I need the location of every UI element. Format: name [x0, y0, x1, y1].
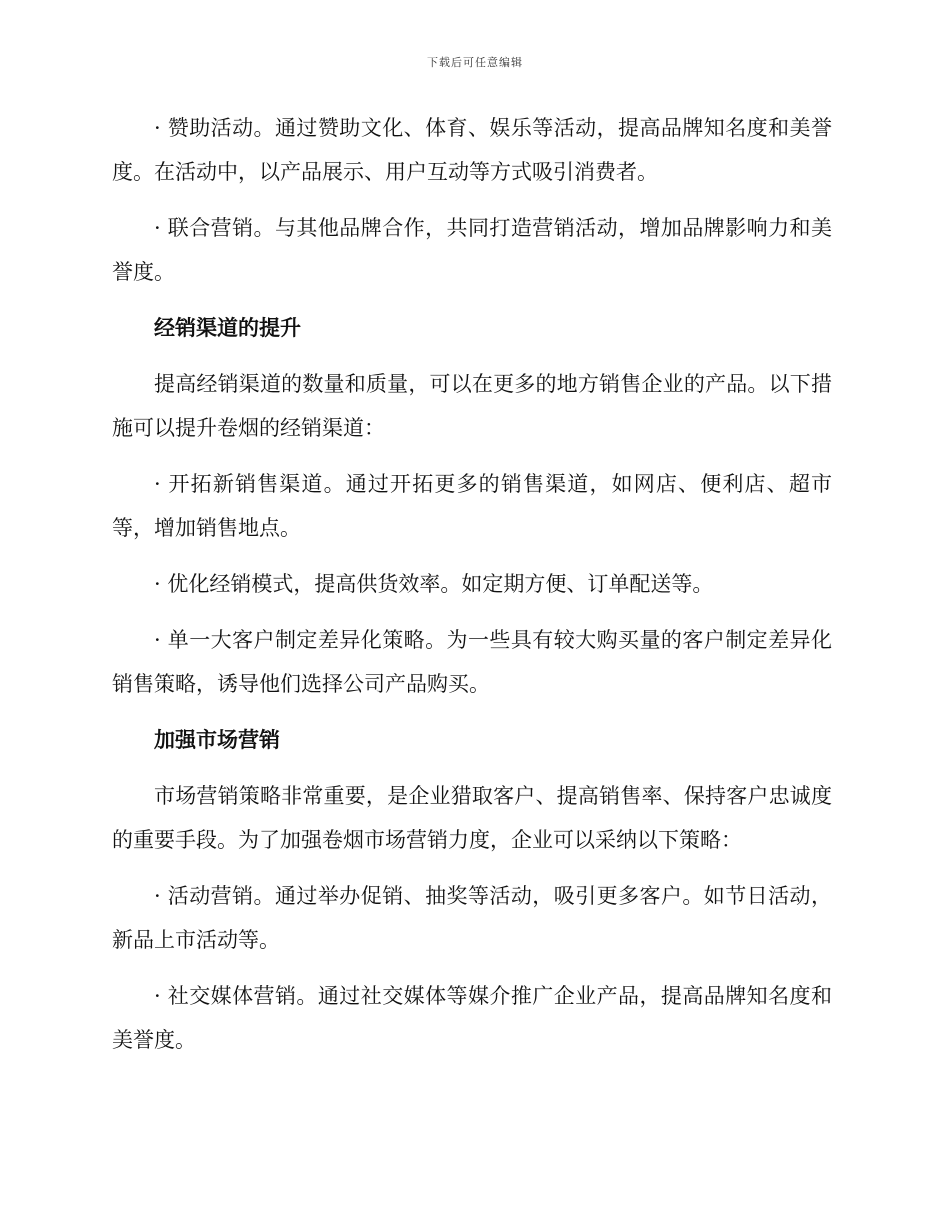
paragraph-optimize-model: · 优化经销模式，提高供货效率。如定期方便、订单配送等。 — [154, 572, 714, 596]
paragraph-sponsorship: · 赞助活动。通过赞助文化、体育、娱乐等活动，提高品牌知名度和美誉度。在活动中，以产品展示、用户互动等方式吸引消费者。 — [112, 116, 832, 184]
paragraph-distribution-intro: 提高经销渠道的数量和质量，可以在更多的地方销售企业的产品。以下措施可以提升卷烟的经销渠道： — [112, 372, 832, 440]
paragraph-marketing-intro: 市场营销策略非常重要，是企业猎取客户、提高销售率、保持客户忠诚度的重要手段。为了加强卷烟市场营销力度，企业可以采纳以下策略： — [112, 784, 832, 852]
page-header: 下载后可任意编辑 — [427, 56, 523, 69]
document-body — [112, 106, 832, 1074]
paragraph-joint-marketing: · 联合营销。与其他品牌合作，共同打造营销活动，增加品牌影响力和美誉度。 — [112, 216, 832, 284]
paragraph-social-media: · 社交媒体营销。通过社交媒体等媒介推广企业产品，提高品牌知名度和美誉度。 — [112, 984, 832, 1052]
section-heading-marketing: 加强市场营销 — [154, 728, 280, 752]
paragraph-new-channels: · 开拓新销售渠道。通过开拓更多的销售渠道，如网店、便利店、超市等，增加销售地点。 — [112, 472, 832, 540]
paragraph-event-marketing: · 活动营销。通过举办促销、抽奖等活动，吸引更多客户。如节日活动，新品上市活动等。 — [112, 884, 832, 952]
paragraph-key-customers: · 单一大客户制定差异化策略。为一些具有较大购买量的客户制定差异化销售策略，诱导他们选择公司产品购买。 — [112, 628, 832, 696]
section-heading-distribution: 经销渠道的提升 — [154, 316, 301, 340]
